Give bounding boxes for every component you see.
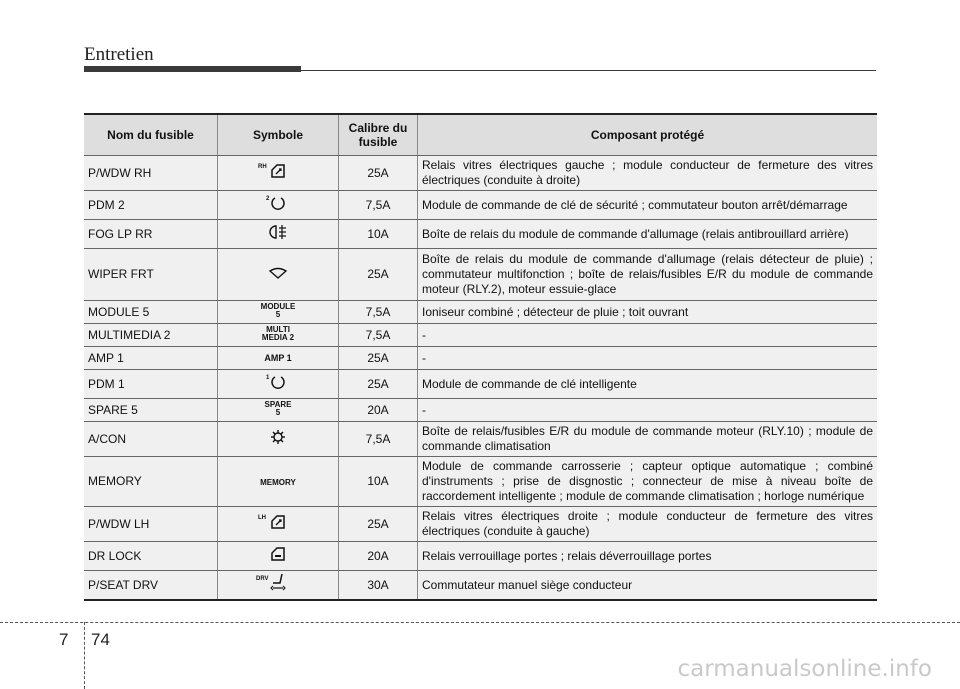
symbol-text: MULTI MEDIA 2 bbox=[261, 325, 295, 342]
fuse-rating: 20A bbox=[339, 399, 418, 422]
watermark: carmanualsonline.info bbox=[677, 656, 932, 682]
fuse-name: AMP 1 bbox=[84, 347, 218, 370]
fuse-rating: 7,5A bbox=[339, 191, 418, 220]
fuse-rating: 25A bbox=[339, 347, 418, 370]
fuse-symbol bbox=[218, 542, 339, 571]
table-row bbox=[84, 324, 877, 347]
symbol-label: 1 bbox=[266, 375, 270, 381]
table-row bbox=[84, 156, 877, 191]
rear-fog-lamp-icon bbox=[268, 224, 288, 240]
table-row bbox=[84, 301, 877, 324]
fuse-name: PDM 1 bbox=[84, 370, 218, 399]
fuse-component: Boîte de relais du module de commande d'allumage (relais antibrouillard arrière) bbox=[418, 220, 878, 249]
fuse-component: Boîte de relais/fusibles E/R du module de commande moteur (RLY.10) ; module de commande climatisation bbox=[418, 422, 878, 457]
fuse-name: DR LOCK bbox=[84, 542, 218, 571]
fuse-symbol bbox=[218, 422, 339, 457]
table-row bbox=[84, 370, 877, 399]
fuse-symbol bbox=[218, 507, 339, 542]
col-header-symbol: Symbole bbox=[218, 114, 339, 156]
symbol-text: SPARE 5 bbox=[264, 400, 292, 417]
fuse-name: PDM 2 bbox=[84, 191, 218, 220]
header-rule-thin bbox=[301, 70, 876, 71]
fuse-rating: 7,5A bbox=[339, 422, 418, 457]
fuse-name: WIPER FRT bbox=[84, 249, 218, 301]
fuse-symbol bbox=[218, 191, 339, 220]
fuse-table bbox=[84, 113, 877, 601]
header-rule-thick bbox=[84, 66, 301, 72]
door-lock-icon bbox=[270, 546, 286, 562]
symbol-label: RH bbox=[258, 164, 267, 170]
fuse-name: P/WDW RH bbox=[84, 156, 218, 191]
page-number: 74 bbox=[91, 630, 110, 649]
fuse-rating: 25A bbox=[339, 249, 418, 301]
key-1-icon bbox=[270, 374, 286, 390]
table-row bbox=[84, 220, 877, 249]
fuse-component: - bbox=[418, 399, 878, 422]
section-title: Entretien bbox=[84, 44, 154, 65]
fuse-rating: 7,5A bbox=[339, 324, 418, 347]
fuse-name: SPARE 5 bbox=[84, 399, 218, 422]
fuse-component: Module de commande de clé de sécurité ; commutateur bouton arrêt/démarrage bbox=[418, 191, 878, 220]
footer-divider bbox=[84, 622, 85, 689]
table-row bbox=[84, 507, 877, 542]
table-row bbox=[84, 457, 877, 507]
col-header-rating: Calibre du fusible bbox=[339, 114, 418, 156]
fuse-name: MODULE 5 bbox=[84, 301, 218, 324]
fuse-component: - bbox=[418, 324, 878, 347]
fuse-component: Ioniseur combiné ; détecteur de pluie ; toit ouvrant bbox=[418, 301, 878, 324]
fuse-symbol bbox=[218, 457, 339, 507]
fuse-name: FOG LP RR bbox=[84, 220, 218, 249]
fuse-symbol bbox=[218, 249, 339, 301]
fuse-rating: 25A bbox=[339, 156, 418, 191]
fuse-symbol bbox=[218, 220, 339, 249]
fuse-rating: 20A bbox=[339, 542, 418, 571]
table-row bbox=[84, 571, 877, 601]
fuse-rating: 10A bbox=[339, 457, 418, 507]
fuse-rating: 7,5A bbox=[339, 301, 418, 324]
table-row bbox=[84, 191, 877, 220]
power-seat-driver-icon bbox=[270, 573, 288, 591]
fuse-symbol bbox=[218, 571, 339, 601]
table-row bbox=[84, 347, 877, 370]
fuse-symbol bbox=[218, 324, 339, 347]
fuse-symbol bbox=[218, 301, 339, 324]
col-header-name: Nom du fusible bbox=[84, 114, 218, 156]
fuse-name: P/SEAT DRV bbox=[84, 571, 218, 601]
footer-rule bbox=[0, 622, 960, 623]
col-header-component: Composant protégé bbox=[418, 114, 878, 156]
fuse-symbol bbox=[218, 347, 339, 370]
fuse-component: Module de commande de clé intelligente bbox=[418, 370, 878, 399]
table-header-row bbox=[84, 114, 877, 156]
fuse-symbol bbox=[218, 370, 339, 399]
table-row bbox=[84, 399, 877, 422]
fuse-component: Module de commande carrosserie ; capteur optique automatique ; combiné d'instruments ; prise de disgnostic ; connecteur de mise à niveau boîte de raccordement intelligente ; module de commande climatisation ; horloge numérique bbox=[418, 457, 878, 507]
fuse-component: Boîte de relais du module de commande d'allumage (relais détecteur de pluie) ; commutateur multifonction ; boîte de relais/fusibles E/R du module de commande moteur (RLY.2), moteur essuie-glace bbox=[418, 249, 878, 301]
fuse-rating: 10A bbox=[339, 220, 418, 249]
chapter-number: 7 bbox=[59, 630, 69, 649]
symbol-label: LH bbox=[258, 515, 266, 521]
table-row bbox=[84, 249, 877, 301]
table-row bbox=[84, 422, 877, 457]
window-lh-icon bbox=[270, 514, 286, 530]
fuse-name: MEMORY bbox=[84, 457, 218, 507]
fuse-rating: 25A bbox=[339, 370, 418, 399]
table-row bbox=[84, 542, 877, 571]
key-2-icon bbox=[270, 195, 286, 211]
window-rh-icon bbox=[270, 163, 286, 179]
symbol-text: MEMORY bbox=[260, 478, 296, 487]
fuse-symbol bbox=[218, 156, 339, 191]
air-conditioning-icon bbox=[270, 429, 286, 445]
symbol-text: AMP 1 bbox=[264, 353, 292, 363]
fuse-component: Relais vitres électriques gauche ; module conducteur de fermeture des vitres électriques (conduite à droite) bbox=[418, 156, 878, 191]
fuse-name: MULTIMEDIA 2 bbox=[84, 324, 218, 347]
fuse-component: Relais verrouillage portes ; relais déverrouillage portes bbox=[418, 542, 878, 571]
symbol-label: 2 bbox=[266, 196, 270, 202]
fuse-component: - bbox=[418, 347, 878, 370]
fuse-rating: 25A bbox=[339, 507, 418, 542]
fuse-component: Relais vitres électriques droite ; module conducteur de fermeture des vitres électriques (conduite à gauche) bbox=[418, 507, 878, 542]
fuse-rating: 30A bbox=[339, 571, 418, 601]
fuse-component: Commutateur manuel siège conducteur bbox=[418, 571, 878, 601]
front-wiper-icon bbox=[269, 265, 287, 281]
symbol-text: MODULE 5 bbox=[260, 302, 296, 319]
fuse-name: A/CON bbox=[84, 422, 218, 457]
fuse-symbol bbox=[218, 399, 339, 422]
symbol-label: DRV bbox=[256, 576, 269, 582]
fuse-name: P/WDW LH bbox=[84, 507, 218, 542]
